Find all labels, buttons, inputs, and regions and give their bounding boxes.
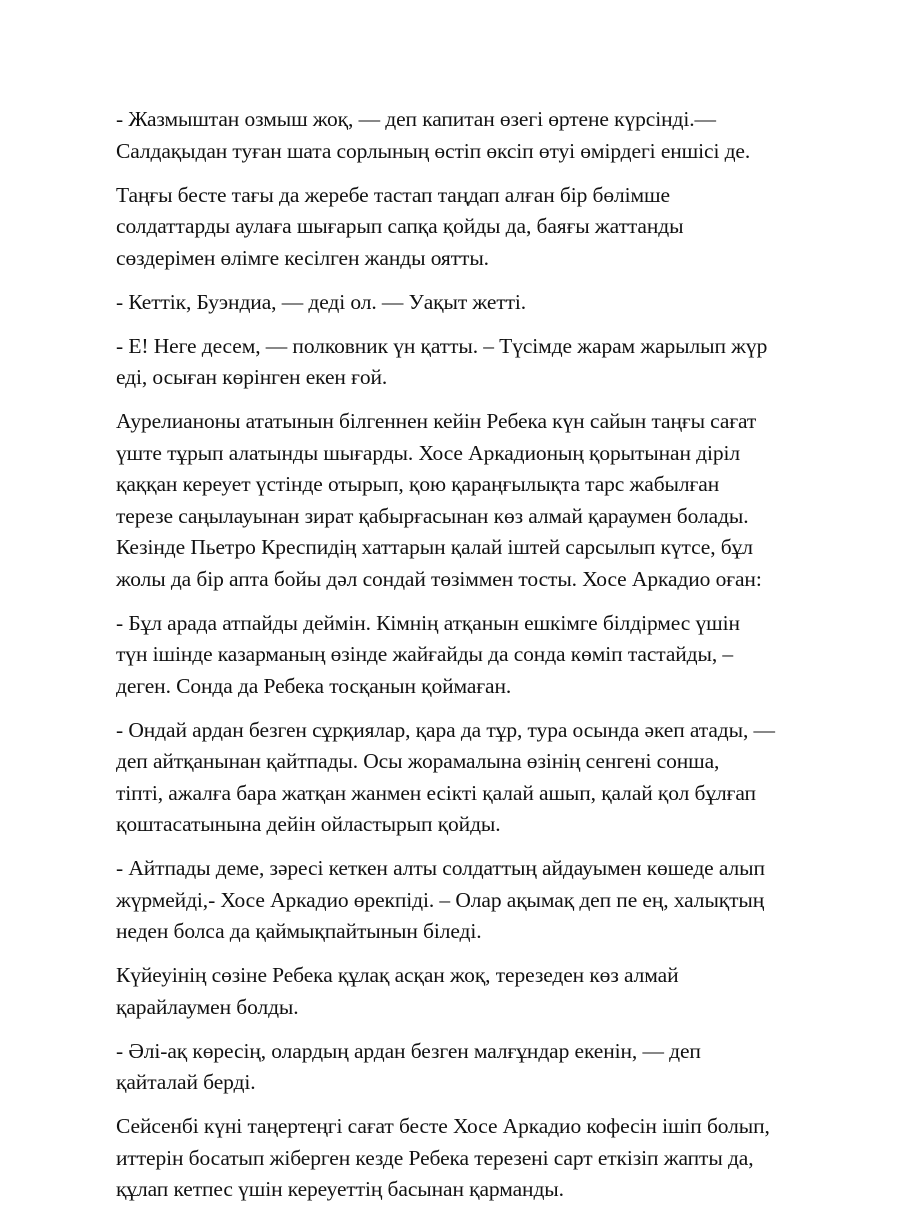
paragraph-11: Сейсенбі күні таңертеңгі сағат бесте Хосе Аркадио кофесін ішіп болып, иттерін босатып жіберген кезде Ребека терезені сарт еткізіп жапты да, құлап кетпес үшін кереуеттің басынан қарманды.	[116, 1114, 770, 1201]
paragraph-9: Күйеуінің сөзіне Ребека құлақ асқан жоқ, терезеден көз алмай қарайлаумен болды.	[116, 963, 679, 1019]
paragraph-3: - Кеттік, Буэндиа, — деді ол. — Уақыт жетті.	[116, 289, 527, 314]
paragraph-4: - Е! Неге десем, — полковник үн қатты. – Түсімде жарам жарылып жүр еді, осыған көрінген екен ғой.	[116, 333, 768, 389]
paragraph-6: - Бұл арада атпайды деймін. Кімнің атқанын ешкімге білдірмес үшін түн ішінде казарманың өзінде жайғайды да сонда көміп тастайды, – деген. Сонда да Ребека тосқанын қоймаған.	[116, 610, 740, 698]
paragraph-1: - Жазмыштан озмыш жоқ, — деп капитан өзегі өртене күрсінді.— Салдақыдан туған шата сорлының өстіп өксіп өтуі өмірдегі еншісі де.	[116, 107, 751, 163]
paragraph-5: Аурелианоны ататынын білгеннен кейін Ребека күн сайын таңғы сағат үште тұрып алатынды шығарды. Хосе Аркадионың қорытынан діріл қаққан кереует үстінде отырып, қою қараңғылықта тарс жабылған терезе саңылауынан зират қабырғасынан көз алмай қараумен болады. Кезінде Пьетро Креспидің хаттарын қалай іштей сарсылып күтсе, бұл жолы да бір апта бойы дәл сондай төзіммен тосты. Хосе Аркадио оған:	[116, 409, 762, 591]
paragraph-2: Таңғы бесте тағы да жеребе тастап таңдап алған бір бөлімше солдаттарды аулаға шығарып сапқа қойды да, баяғы жаттанды сөздерімен өлімге кесілген жанды оятты.	[116, 182, 684, 270]
paragraph-7: - Ондай ардан безген сұрқиялар, қара да тұр, тура осында әкеп атады, — деп айтқанынан қайтпады. Осы жорамалына өзінің сенгені сонша, тіпті, ажалға бара жатқан жанмен есікті қалай ашып, қалай қол бұлғап қоштасатынына дейін ойластырып қойды.	[116, 717, 775, 836]
paragraph-8: - Айтпады деме, зәресі кеткен алты солдаттың айдауымен көшеде алып жүрмейді,- Хосе Аркадио өрекпіді. – Олар ақымақ деп пе ең, халықтың неден болса да қаймықпайтынын біледі.	[116, 856, 765, 943]
document-page	[116, 104, 816, 1218]
paragraph-10: - Әлі-ақ көресің, олардың ардан безген малғұндар екенін, — деп қайталай берді.	[116, 1038, 701, 1094]
